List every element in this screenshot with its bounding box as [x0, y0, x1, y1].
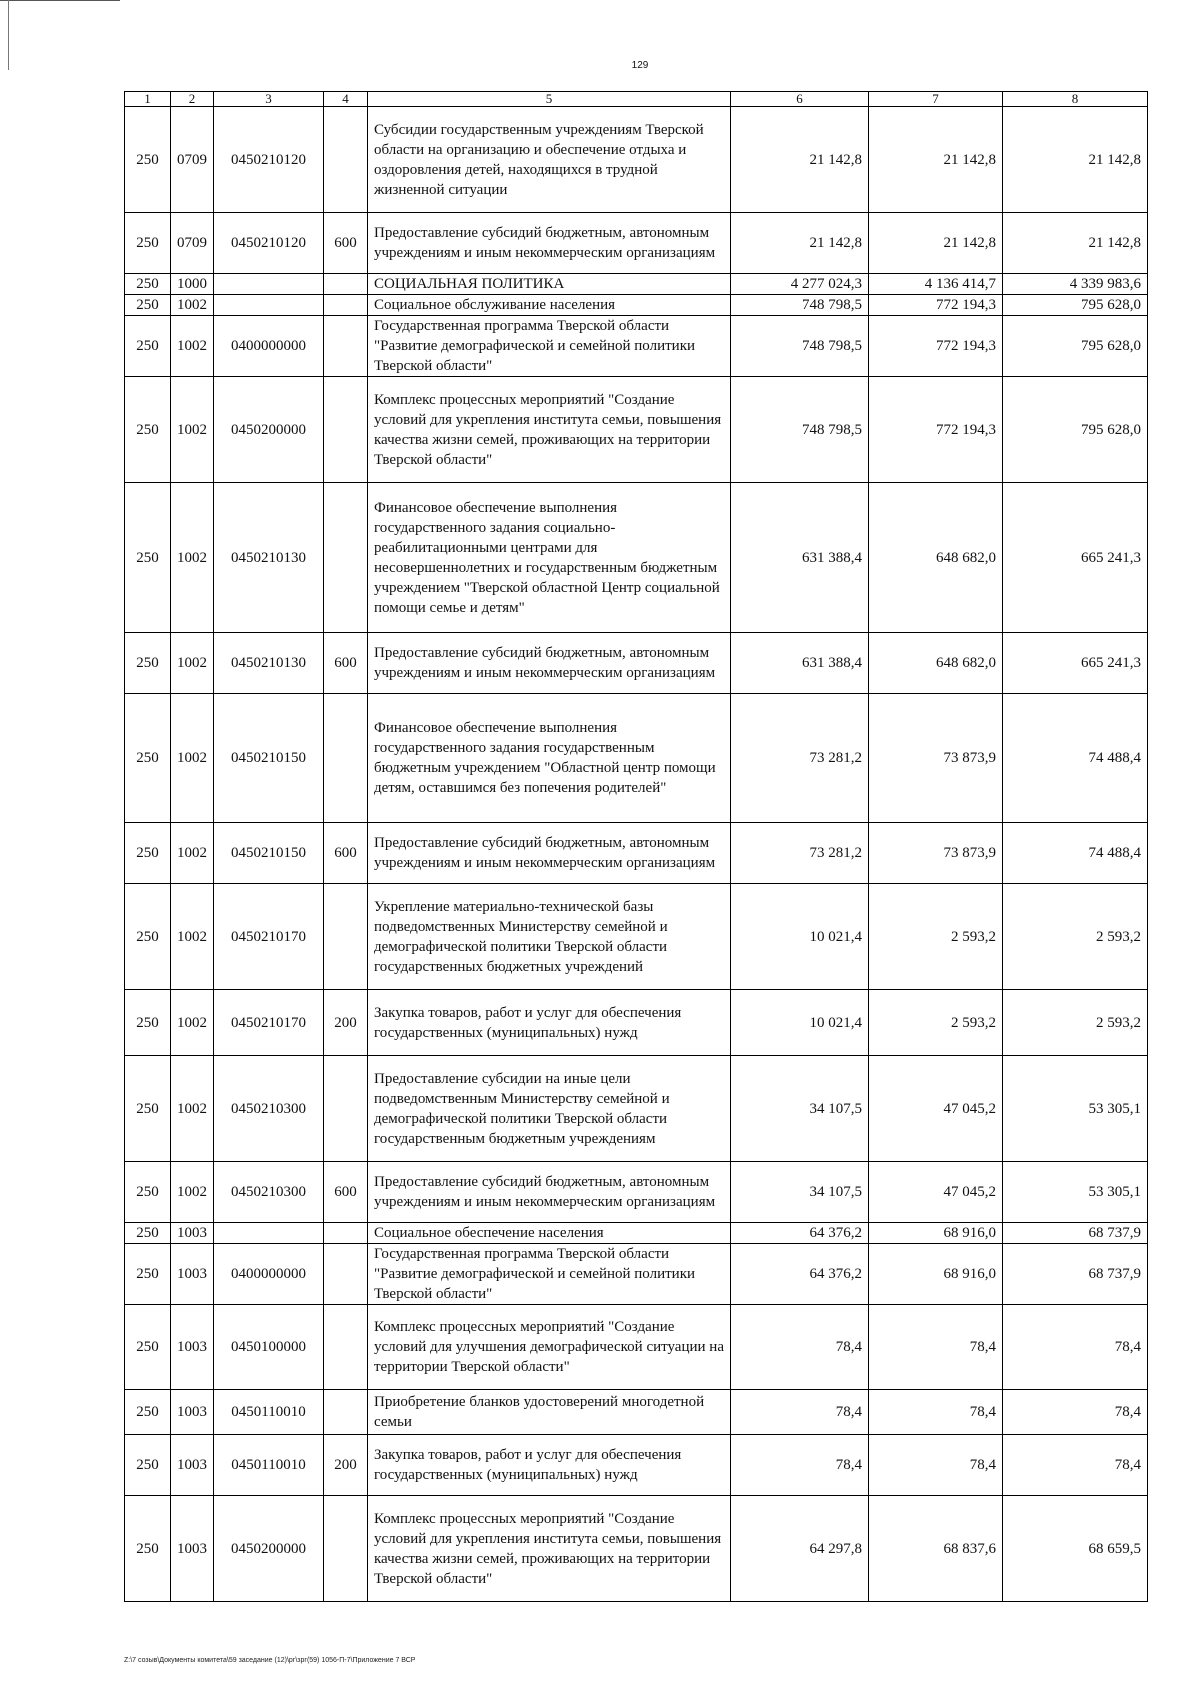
- cell-expense-type: [324, 1223, 368, 1244]
- cell-amount-col6: 78,4: [731, 1435, 869, 1496]
- table-row: [125, 990, 1148, 1056]
- page-number: 129: [631, 60, 649, 71]
- cell-amount-col6: 631 388,4: [731, 633, 869, 694]
- cell-section-code: 1002: [171, 823, 214, 884]
- cell-amount-col8: 68 737,9: [1003, 1244, 1148, 1305]
- cell-admin-code: 250: [125, 377, 171, 483]
- table-row: [125, 1390, 1148, 1435]
- cell-admin-code: 250: [125, 1223, 171, 1244]
- cell-amount-col6: 631 388,4: [731, 483, 869, 633]
- cell-amount-col7: 2 593,2: [869, 884, 1003, 990]
- cell-amount-col8: 4 339 983,6: [1003, 274, 1148, 295]
- cell-admin-code: 250: [125, 295, 171, 316]
- cell-amount-col6: 73 281,2: [731, 694, 869, 823]
- cell-admin-code: 250: [125, 1390, 171, 1435]
- cell-expense-type: 600: [324, 633, 368, 694]
- cell-amount-col8: 795 628,0: [1003, 295, 1148, 316]
- cell-section-code: 1000: [171, 274, 214, 295]
- cell-admin-code: 250: [125, 884, 171, 990]
- cell-target-code: 0450210170: [214, 884, 324, 990]
- cell-description: Социальное обеспечение населения: [368, 1223, 731, 1244]
- cell-description: Комплекс процессных мероприятий "Создание условий для укрепления института семьи, повышения качества жизни семей, проживающих на территории Тверской области": [368, 377, 731, 483]
- cell-amount-col6: 64 376,2: [731, 1244, 869, 1305]
- cell-expense-type: 600: [324, 823, 368, 884]
- cell-amount-col7: 68 916,0: [869, 1244, 1003, 1305]
- cell-description: Комплекс процессных мероприятий "Создание условий для улучшения демографической ситуации на территории Тверской области": [368, 1305, 731, 1390]
- cell-admin-code: 250: [125, 316, 171, 377]
- cell-amount-col6: 73 281,2: [731, 823, 869, 884]
- cell-amount-col8: 53 305,1: [1003, 1056, 1148, 1162]
- cell-admin-code: 250: [125, 633, 171, 694]
- cell-section-code: 1002: [171, 884, 214, 990]
- cell-description: Укрепление материально-технической базы подведомственных Министерству семейной и демографической политики Тверской области государственных бюджетных учреждений: [368, 884, 731, 990]
- table-row: [125, 1435, 1148, 1496]
- table-row: [125, 1496, 1148, 1602]
- table-row: [125, 633, 1148, 694]
- cell-target-code: 0450210300: [214, 1056, 324, 1162]
- cell-target-code: 0450110010: [214, 1435, 324, 1496]
- cell-amount-col6: 748 798,5: [731, 377, 869, 483]
- table-row: [125, 483, 1148, 633]
- cell-expense-type: [324, 1390, 368, 1435]
- table-row: [125, 694, 1148, 823]
- cell-description: Закупка товаров, работ и услуг для обеспечения государственных (муниципальных) нужд: [368, 1435, 731, 1496]
- cell-section-code: 1002: [171, 1056, 214, 1162]
- cell-amount-col6: 34 107,5: [731, 1056, 869, 1162]
- table-row: [125, 884, 1148, 990]
- cell-amount-col7: 648 682,0: [869, 483, 1003, 633]
- cell-amount-col7: 78,4: [869, 1435, 1003, 1496]
- cell-target-code: 0450210130: [214, 633, 324, 694]
- cell-amount-col6: 78,4: [731, 1390, 869, 1435]
- cell-target-code: 0450200000: [214, 1496, 324, 1602]
- cell-description: Закупка товаров, работ и услуг для обеспечения государственных (муниципальных) нужд: [368, 990, 731, 1056]
- table-row: [125, 295, 1148, 316]
- cell-amount-col6: 10 021,4: [731, 884, 869, 990]
- column-header: 2: [171, 92, 214, 107]
- cell-description: Предоставление субсидии на иные цели подведомственным Министерству семейной и демографической политики Тверской области государственным бюджетным учреждениям: [368, 1056, 731, 1162]
- table-row: [125, 213, 1148, 274]
- cell-admin-code: 250: [125, 1162, 171, 1223]
- cell-expense-type: 600: [324, 213, 368, 274]
- table-row: [125, 1056, 1148, 1162]
- cell-description: Государственная программа Тверской области "Развитие демографической и семейной политики Тверской области": [368, 1244, 731, 1305]
- cell-admin-code: 250: [125, 823, 171, 884]
- cell-amount-col7: 772 194,3: [869, 316, 1003, 377]
- cell-expense-type: [324, 107, 368, 213]
- cell-amount-col8: 665 241,3: [1003, 633, 1148, 694]
- cell-target-code: 0400000000: [214, 1244, 324, 1305]
- table-row: [125, 274, 1148, 295]
- cell-admin-code: 250: [125, 483, 171, 633]
- cell-amount-col6: 21 142,8: [731, 107, 869, 213]
- cell-amount-col6: 4 277 024,3: [731, 274, 869, 295]
- cell-amount-col8: 2 593,2: [1003, 990, 1148, 1056]
- header-row: [125, 92, 1148, 107]
- cell-target-code: 0450210170: [214, 990, 324, 1056]
- cell-amount-col8: 21 142,8: [1003, 213, 1148, 274]
- footer-file-path: Z:\7 созыв\Документы комитета\59 заседание (12)\рг\зрг(59) 1056-П-7\Приложение 7 ВСР: [124, 1657, 416, 1664]
- cell-admin-code: 250: [125, 213, 171, 274]
- cell-description: Предоставление субсидий бюджетным, автономным учреждениям и иным некоммерческим организациям: [368, 823, 731, 884]
- cell-expense-type: [324, 295, 368, 316]
- cell-amount-col6: 64 376,2: [731, 1223, 869, 1244]
- budget-table: [124, 91, 1148, 1602]
- cell-admin-code: 250: [125, 107, 171, 213]
- cell-amount-col7: 78,4: [869, 1390, 1003, 1435]
- cell-section-code: 1003: [171, 1223, 214, 1244]
- cell-amount-col7: 68 837,6: [869, 1496, 1003, 1602]
- column-header: 1: [125, 92, 171, 107]
- cell-expense-type: [324, 884, 368, 990]
- cell-expense-type: [324, 1305, 368, 1390]
- cell-expense-type: [324, 377, 368, 483]
- cell-description: Предоставление субсидий бюджетным, автономным учреждениям и иным некоммерческим организациям: [368, 633, 731, 694]
- table-row: [125, 107, 1148, 213]
- cell-section-code: 1003: [171, 1435, 214, 1496]
- cell-amount-col8: 74 488,4: [1003, 694, 1148, 823]
- cell-amount-col8: 68 659,5: [1003, 1496, 1148, 1602]
- cell-target-code: 0450200000: [214, 377, 324, 483]
- cell-section-code: 0709: [171, 107, 214, 213]
- cell-expense-type: 600: [324, 1162, 368, 1223]
- table-body: [125, 107, 1148, 1602]
- cell-section-code: 1002: [171, 633, 214, 694]
- column-header: 6: [731, 92, 869, 107]
- cell-expense-type: [324, 1244, 368, 1305]
- cell-admin-code: 250: [125, 1305, 171, 1390]
- cell-expense-type: [324, 483, 368, 633]
- cell-admin-code: 250: [125, 694, 171, 823]
- cell-expense-type: 200: [324, 990, 368, 1056]
- cell-amount-col8: 74 488,4: [1003, 823, 1148, 884]
- table-row: [125, 823, 1148, 884]
- cell-amount-col7: 21 142,8: [869, 107, 1003, 213]
- cell-amount-col6: 78,4: [731, 1305, 869, 1390]
- cell-amount-col8: 795 628,0: [1003, 377, 1148, 483]
- cell-admin-code: 250: [125, 1056, 171, 1162]
- cell-expense-type: [324, 1056, 368, 1162]
- cell-amount-col7: 648 682,0: [869, 633, 1003, 694]
- cell-expense-type: [324, 274, 368, 295]
- cell-section-code: 0709: [171, 213, 214, 274]
- column-header: 4: [324, 92, 368, 107]
- cell-amount-col6: 21 142,8: [731, 213, 869, 274]
- table-row: [125, 316, 1148, 377]
- table-row: [125, 377, 1148, 483]
- cell-amount-col7: 772 194,3: [869, 295, 1003, 316]
- cell-description: Финансовое обеспечение выполнения государственного задания социально-реабилитационными центрами для несовершеннолетних и государственным бюджетным учреждением "Тверской областной Центр социальной помощи семье и детям": [368, 483, 731, 633]
- cell-section-code: 1003: [171, 1305, 214, 1390]
- cell-amount-col8: 53 305,1: [1003, 1162, 1148, 1223]
- cell-amount-col8: 78,4: [1003, 1305, 1148, 1390]
- cell-amount-col6: 748 798,5: [731, 316, 869, 377]
- cell-section-code: 1002: [171, 295, 214, 316]
- cell-amount-col7: 68 916,0: [869, 1223, 1003, 1244]
- cell-amount-col8: 78,4: [1003, 1390, 1148, 1435]
- cell-admin-code: 250: [125, 1244, 171, 1305]
- cell-amount-col7: 73 873,9: [869, 823, 1003, 884]
- cell-section-code: 1003: [171, 1244, 214, 1305]
- cell-admin-code: 250: [125, 1435, 171, 1496]
- cell-description: Финансовое обеспечение выполнения государственного задания государственным бюджетным учреждением "Областной центр помощи детям, оставшимся без попечения родителей": [368, 694, 731, 823]
- cell-description: Приобретение бланков удостоверений многодетной семьи: [368, 1390, 731, 1435]
- cell-amount-col6: 34 107,5: [731, 1162, 869, 1223]
- cell-section-code: 1002: [171, 990, 214, 1056]
- cell-amount-col7: 47 045,2: [869, 1056, 1003, 1162]
- cell-amount-col6: 748 798,5: [731, 295, 869, 316]
- scan-edge-line: [0, 0, 120, 1]
- cell-target-code: 0450210120: [214, 213, 324, 274]
- table-row: [125, 1223, 1148, 1244]
- cell-section-code: 1003: [171, 1496, 214, 1602]
- table-row: [125, 1162, 1148, 1223]
- cell-target-code: 0450210120: [214, 107, 324, 213]
- cell-section-code: 1002: [171, 316, 214, 377]
- cell-target-code: 0450210150: [214, 823, 324, 884]
- cell-expense-type: [324, 316, 368, 377]
- cell-admin-code: 250: [125, 990, 171, 1056]
- cell-target-code: 0450210300: [214, 1162, 324, 1223]
- cell-description: Социальное обслуживание населения: [368, 295, 731, 316]
- cell-amount-col8: 68 737,9: [1003, 1223, 1148, 1244]
- cell-description: Субсидии государственным учреждениям Тверской области на организацию и обеспечение отдыха и оздоровления детей, находящихся в трудной жизненной ситуации: [368, 107, 731, 213]
- cell-expense-type: [324, 1496, 368, 1602]
- table-row: [125, 1305, 1148, 1390]
- cell-description: Комплекс процессных мероприятий "Создание условий для укрепления института семьи, повышения качества жизни семей, проживающих на территории Тверской области": [368, 1496, 731, 1602]
- cell-description: Государственная программа Тверской области "Развитие демографической и семейной политики Тверской области": [368, 316, 731, 377]
- cell-amount-col6: 10 021,4: [731, 990, 869, 1056]
- cell-amount-col8: 795 628,0: [1003, 316, 1148, 377]
- cell-section-code: 1003: [171, 1390, 214, 1435]
- column-header: 5: [368, 92, 731, 107]
- cell-amount-col7: 73 873,9: [869, 694, 1003, 823]
- cell-admin-code: 250: [125, 274, 171, 295]
- cell-admin-code: 250: [125, 1496, 171, 1602]
- cell-amount-col8: 665 241,3: [1003, 483, 1148, 633]
- cell-section-code: 1002: [171, 1162, 214, 1223]
- cell-target-code: 0450210130: [214, 483, 324, 633]
- cell-section-code: 1002: [171, 377, 214, 483]
- cell-description: Предоставление субсидий бюджетным, автономным учреждениям и иным некоммерческим организациям: [368, 1162, 731, 1223]
- cell-expense-type: 200: [324, 1435, 368, 1496]
- cell-target-code: [214, 274, 324, 295]
- column-header: 3: [214, 92, 324, 107]
- table-row: [125, 1244, 1148, 1305]
- column-header: 7: [869, 92, 1003, 107]
- cell-amount-col7: 21 142,8: [869, 213, 1003, 274]
- cell-target-code: 0400000000: [214, 316, 324, 377]
- cell-amount-col8: 2 593,2: [1003, 884, 1148, 990]
- cell-amount-col7: 4 136 414,7: [869, 274, 1003, 295]
- cell-amount-col8: 21 142,8: [1003, 107, 1148, 213]
- cell-target-code: 0450210150: [214, 694, 324, 823]
- cell-target-code: 0450100000: [214, 1305, 324, 1390]
- cell-expense-type: [324, 694, 368, 823]
- cell-section-code: 1002: [171, 483, 214, 633]
- cell-amount-col7: 47 045,2: [869, 1162, 1003, 1223]
- cell-amount-col7: 2 593,2: [869, 990, 1003, 1056]
- column-header: 8: [1003, 92, 1148, 107]
- cell-description: Предоставление субсидий бюджетным, автономным учреждениям и иным некоммерческим организациям: [368, 213, 731, 274]
- cell-target-code: [214, 1223, 324, 1244]
- cell-description: СОЦИАЛЬНАЯ ПОЛИТИКА: [368, 274, 731, 295]
- cell-section-code: 1002: [171, 694, 214, 823]
- cell-amount-col7: 772 194,3: [869, 377, 1003, 483]
- cell-amount-col6: 64 297,8: [731, 1496, 869, 1602]
- cell-target-code: 0450110010: [214, 1390, 324, 1435]
- cell-amount-col8: 78,4: [1003, 1435, 1148, 1496]
- cell-target-code: [214, 295, 324, 316]
- cell-amount-col7: 78,4: [869, 1305, 1003, 1390]
